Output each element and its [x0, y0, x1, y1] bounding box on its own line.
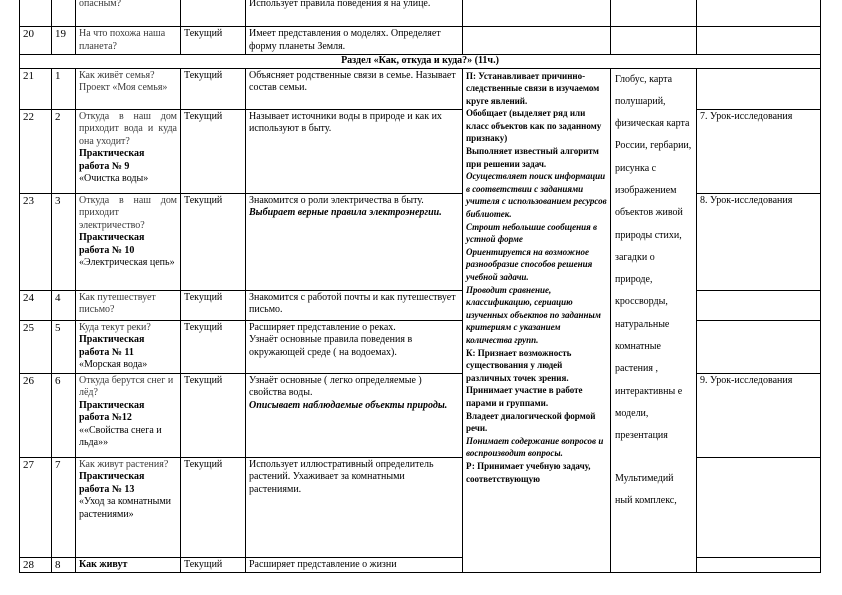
student-activity [246, 457, 463, 557]
practical-work-title: Практическая работа № 13 [79, 471, 145, 495]
lesson-number: 19 [52, 27, 76, 55]
lesson-number: 4 [52, 290, 76, 320]
student-activity [246, 373, 463, 457]
empty-cell [463, 0, 611, 27]
control-type: Текущий [181, 557, 246, 573]
ud-line: Строит небольшие сообщения в устной форме [466, 221, 598, 245]
table-row [20, 457, 821, 557]
resources-column [611, 68, 697, 573]
practical-work-title: Практическая работа № 11 [79, 334, 145, 358]
activity-line: Знакомится с работой почты и как путешествует письмо. [249, 291, 456, 315]
control-type: Текущий [181, 457, 246, 557]
control-type: Текущий [181, 373, 246, 457]
row-number: 20 [20, 27, 52, 55]
row-number: 23 [20, 193, 52, 290]
table-row [20, 27, 821, 55]
activity-line: Узнаёт основные правила поведения в окружающей среде ( на водоемах). [249, 334, 413, 358]
table-row [20, 373, 821, 457]
ud-line: Осуществляет поиск информации в соответствии с заданиями учителя с использованием ресурсов библиотек. [466, 171, 607, 220]
student-activity [246, 290, 463, 320]
table-row [20, 0, 821, 27]
lesson-note [697, 457, 821, 557]
lesson-topic [76, 320, 181, 373]
section-header-row [20, 55, 821, 69]
control-type: Текущий [181, 27, 246, 55]
practical-work-name: «Электрическая цепь» [79, 257, 175, 268]
lesson-plan-table [19, 0, 820, 573]
table-row [20, 557, 821, 573]
topic-line: Как живёт семья? [79, 69, 155, 81]
practical-work-title: Практическая работа №12 [79, 399, 145, 423]
lesson-note: 7. Урок-исследования [697, 109, 821, 193]
practical-work-title: Практическая работа № 10 [79, 232, 145, 256]
lesson-topic [76, 68, 181, 109]
lesson-number [52, 0, 76, 27]
activity-line: Расширяет представление о жизни [249, 558, 397, 570]
lesson-number: 3 [52, 193, 76, 290]
lesson-topic: опасным? [76, 0, 181, 27]
activity-line: Знакомится о роли электричества в быту. [249, 194, 424, 206]
ud-line: Выполняет известный алгоритм при решении задач. [466, 146, 599, 169]
lesson-note [697, 68, 821, 109]
practical-work-name: «Уход за комнатными растениями» [79, 496, 172, 520]
topic-line: Как живут [79, 558, 128, 570]
lesson-number: 8 [52, 557, 76, 573]
lesson-topic [76, 193, 181, 290]
student-activity [246, 193, 463, 290]
section-title: Раздел «Как, откуда и куда?» (11ч.) [20, 55, 821, 69]
lesson-note [697, 290, 821, 320]
row-number: 24 [20, 290, 52, 320]
lesson-number: 1 [52, 68, 76, 109]
student-activity: Имеет представления о моделях. Определяет форму планеты Земля. [246, 27, 463, 55]
topic-line: Откуда в наш дом приходит электричество? [79, 194, 177, 231]
resources-text: Глобус, карта полушарий, физическая карта России, гербарии, рисунка с изображением объектов живой природы стихи, загадки о природе, кроссворды, натуральные комнатные растения , интерактивны е модели, презентация [615, 73, 692, 442]
ud-line: К: Признает возможность существования у людей различных точек зрения. [466, 347, 572, 383]
control-type: Текущий [181, 193, 246, 290]
topic-line: Как живут растения? [79, 458, 169, 470]
lesson-topic [76, 373, 181, 457]
table-row [20, 320, 821, 373]
activity-line: Объясняет родственные связи в семье. Называет состав семьи. [249, 69, 456, 93]
activity-italic-line: Описывает наблюдаемые объекты природы. [249, 399, 448, 411]
control-type: Текущий [181, 290, 246, 320]
ud-line: Р: Принимает учебную задачу, соответствующую [466, 460, 591, 484]
lesson-note [697, 320, 821, 373]
lesson-note [697, 557, 821, 573]
student-activity: Использует правила поведения я на улице. [246, 0, 463, 27]
practical-work-name: «Морская вода» [79, 359, 148, 370]
ud-line: Принимает участие в работе парами и группами. [466, 385, 583, 408]
topic-line: Как путешествует письмо? [79, 291, 156, 315]
activity-line: Называет источники воды в природе и как их используют в быту. [249, 110, 442, 134]
resources-text: Мультимедий ный комплекс, [615, 472, 677, 506]
ud-line: Владеет диалогической формой речи. [466, 410, 596, 434]
practical-work-name: ««Свойства снега и льда»» [79, 424, 162, 448]
ud-line: Проводит сравнение, классификацию, сериацию изученных объектов по заданным критериям с указанием количества групп. [466, 284, 601, 345]
activity-line: Расширяет представление о реках. [249, 321, 396, 333]
empty-cell [463, 27, 611, 55]
lesson-number: 2 [52, 109, 76, 193]
practical-work-title: Практическая работа № 9 [79, 148, 145, 172]
table-row [20, 68, 821, 109]
row-number: 26 [20, 373, 52, 457]
activity-line: Узнаёт основные ( легко определяемые ) свойства воды. [249, 374, 422, 398]
lesson-number: 7 [52, 457, 76, 557]
student-activity [246, 68, 463, 109]
lesson-note: 8. Урок-исследования [697, 193, 821, 290]
lesson-note: 9. Урок-исследования [697, 373, 821, 457]
row-number [20, 0, 52, 27]
lesson-number: 5 [52, 320, 76, 373]
table-row [20, 193, 821, 290]
ud-line: Ориентируется на возможное разнообразие способов решения учебной задачи. [466, 246, 593, 282]
practical-work-name: «Очистка воды» [79, 173, 149, 184]
topic-line: Откуда берутся снег и лёд? [79, 374, 174, 398]
control-type: Текущий [181, 320, 246, 373]
lesson-topic: На что похожа наша планета? [76, 27, 181, 55]
empty-cell [697, 27, 821, 55]
row-number: 21 [20, 68, 52, 109]
empty-cell [611, 27, 697, 55]
empty-cell [611, 0, 697, 27]
row-number: 25 [20, 320, 52, 373]
control-type: Текущий [181, 68, 246, 109]
topic-line: Куда текут реки? [79, 321, 151, 333]
lesson-topic [76, 557, 181, 573]
topic-line: Откуда в наш дом приходит вода и куда она уходит? [79, 110, 177, 147]
table-row [20, 109, 821, 193]
ud-line: Понимает содержание вопросов и воспроизводит вопросы. [466, 435, 604, 459]
universal-learning-actions [463, 68, 611, 573]
row-number: 28 [20, 557, 52, 573]
control-type [181, 0, 246, 27]
lesson-topic [76, 290, 181, 320]
control-type: Текущий [181, 109, 246, 193]
activity-italic-line: Выбирает верные правила электроэнергии. [249, 207, 442, 218]
student-activity [246, 320, 463, 373]
topic-line: Проект «Моя семья» [79, 82, 168, 93]
ud-line: Обобщает (выделяет ряд или класс объектов как по заданному признаку) [466, 108, 602, 144]
student-activity [246, 557, 463, 573]
row-number: 22 [20, 109, 52, 193]
row-number: 27 [20, 457, 52, 557]
empty-cell [697, 0, 821, 27]
table-row [20, 290, 821, 320]
lesson-number: 6 [52, 373, 76, 457]
activity-line: Использует иллюстративный определитель растений. Ухаживает за комнатными растениями. [249, 458, 434, 495]
lesson-topic [76, 109, 181, 193]
ud-line: П: Устанавливает причинно-следственные связи в изучаемом круге явлений. [466, 70, 600, 106]
lesson-topic [76, 457, 181, 557]
student-activity [246, 109, 463, 193]
